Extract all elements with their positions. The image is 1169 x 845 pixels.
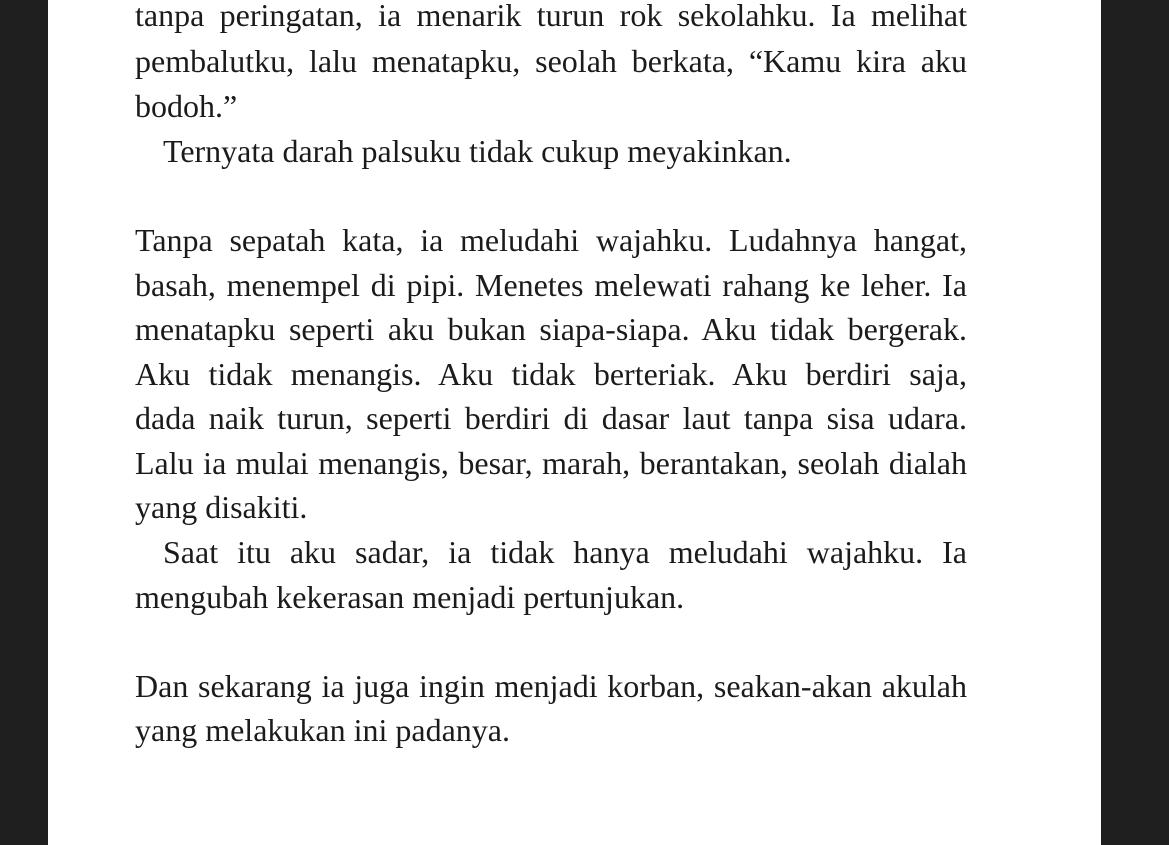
text-line: yang disakiti. — [135, 489, 308, 525]
text-line: pembalutku, lalu menatapku, seolah berkata, “Kamu kira aku — [135, 43, 967, 79]
text-line: Saat itu aku sadar, ia tidak hanya meludahi wajahku. Ia — [163, 534, 967, 570]
text-line: menatapku seperti aku bukan siapa-siapa. Aku tidak bergerak. — [135, 311, 967, 347]
text-line: Aku tidak menangis. Aku tidak berteriak. Aku berdiri saja, — [135, 356, 967, 392]
text-line: mengubah kekerasan menjadi pertunjukan. — [135, 579, 685, 615]
text-line: Tanpa sepatah kata, ia meludahi wajahku. Ludahnya hangat, — [135, 222, 967, 258]
text-line: dada naik turun, seperti berdiri di dasar laut tanpa sisa udara. — [135, 400, 967, 436]
text-line: Dan sekarang ia juga ingin menjadi korban, seakan-akan akulah — [135, 668, 967, 704]
text-line: tanpa peringatan, ia menarik turun rok sekolahku. Ia melihat — [135, 0, 967, 33]
text-line: Ternyata darah palsuku tidak cukup meyakinkan. — [163, 133, 792, 169]
text-line: yang melakukan ini padanya. — [135, 712, 510, 748]
text-line: basah, menempel di pipi. Menetes melewati rahang ke leher. Ia — [135, 267, 967, 303]
text-line: Lalu ia mulai menangis, besar, marah, berantakan, seolah dialah — [135, 445, 967, 481]
text-line: bodoh.” — [135, 88, 238, 124]
book-page[interactable] — [48, 0, 1101, 845]
